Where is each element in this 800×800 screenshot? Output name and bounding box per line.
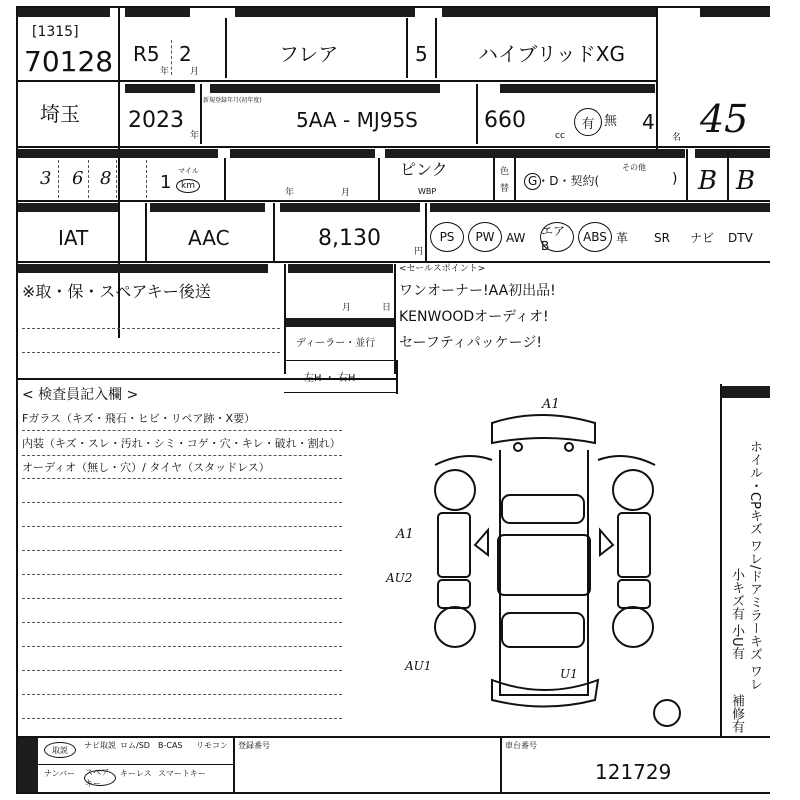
col-line (425, 203, 427, 261)
doors: 5 (415, 42, 428, 66)
damage-mark-au1: AU1 (405, 659, 432, 673)
equipment-9: DTV (728, 231, 753, 245)
col-line (394, 264, 396, 374)
chassis-label: 車台番号 (505, 741, 537, 750)
region: 埼玉 (40, 102, 80, 126)
left-border (16, 6, 18, 794)
header-bar (125, 8, 190, 17)
sales-point-3: セーフティパッケージ! (399, 335, 542, 351)
chassis-number: 121729 (595, 760, 672, 784)
seats: 4 (642, 110, 655, 134)
year-unit-3: 年 (285, 188, 295, 198)
iro-label: 色 (500, 167, 510, 177)
month-unit-3: 月 (341, 188, 351, 198)
col-line (224, 158, 226, 200)
header-bar (210, 84, 440, 93)
cc-unit: cc (555, 131, 565, 141)
inspector-line-1: Fガラス（キズ・飛石・ヒビ・リペア跡・X要） (22, 412, 256, 425)
footer-equipment-item: スペアキー (84, 770, 116, 786)
col-line (200, 84, 202, 144)
car-diagram (380, 395, 710, 735)
year-unit-2: 年 (190, 131, 200, 141)
inspector-line (22, 478, 342, 479)
reg-month: 2 (179, 42, 192, 66)
inspection-score: 45 (700, 97, 749, 141)
row-line (18, 80, 656, 82)
col-line (396, 360, 398, 394)
other-label: その他 (622, 163, 646, 172)
month-label: 月 (342, 303, 352, 313)
damage-mark-a1-top: A1 (542, 397, 560, 412)
inspector-line (22, 455, 342, 456)
price-unit: 円 (414, 247, 424, 257)
damage-mark-a1-left: A1 (396, 527, 414, 542)
inspector-title: < 検査員記入欄 > (22, 387, 139, 403)
inspector-line (22, 646, 342, 647)
km-label: km (176, 179, 200, 193)
month-unit: 月 (190, 67, 200, 77)
header-bar (18, 8, 110, 17)
inspector-line (22, 598, 342, 599)
footer-equipment-item: リモコン (196, 741, 228, 750)
inspector-line-3: オーディオ（無し・穴）/ タイヤ（スタッドレス） (22, 461, 270, 474)
row-line (284, 392, 398, 393)
col-line (145, 203, 147, 261)
footer-equipment-item: ナンバー (44, 769, 76, 778)
col-line (225, 18, 227, 78)
bottom-border (16, 792, 770, 794)
lot-number: 70128 (24, 45, 114, 78)
equipment-5: ABS (578, 222, 612, 252)
inspector-line (22, 622, 342, 623)
footer-equipment-item: ナビ取説 (84, 741, 116, 750)
mileage-digit: 6 (72, 168, 84, 189)
vertical-note-3: 補修有 (728, 694, 744, 733)
grade: ハイブリッドXG (478, 42, 625, 66)
mile-label: マイル (178, 167, 199, 175)
inspector-line (22, 718, 342, 719)
col-line (378, 158, 380, 200)
equipment-7: SR (654, 231, 670, 245)
row-line (18, 764, 233, 765)
inspector-line (22, 430, 342, 431)
inspector-line (22, 574, 342, 575)
displacement: 660 (484, 108, 526, 133)
equipment-2: PW (468, 222, 502, 252)
col-line (406, 18, 408, 78)
dealer: ディーラー・並行 (296, 338, 376, 349)
header-bar (280, 203, 420, 212)
header-bar (150, 203, 265, 212)
era-year: R5 (133, 42, 160, 66)
gae-label: 替 (500, 184, 510, 194)
row-line (18, 200, 770, 202)
damage-mark-au2: AU2 (386, 571, 413, 585)
mileage-separator (116, 160, 117, 198)
sales-point-2: KENWOODオーディオ! (399, 309, 549, 325)
col-line (656, 8, 658, 150)
col-line (233, 736, 235, 794)
header-bar (288, 264, 393, 273)
inspector-line (22, 502, 342, 503)
note-line (22, 352, 280, 353)
equipment-6: 革 (616, 231, 629, 245)
model-code: 5AA - MJ95S (296, 108, 418, 132)
vertical-note-1: ホイル・CPキズ ワレ/ドアミラーキズ ワレ (746, 440, 762, 691)
color-change-options: G・D・契約( (528, 174, 600, 188)
sales-point-1: ワンオーナー!AA初出品! (399, 283, 556, 299)
header-bar (230, 149, 375, 158)
inspector-line (22, 526, 342, 527)
mileage-separator (58, 160, 59, 198)
color: ピンク (400, 160, 448, 179)
sales-points-label: <セールスポイント> (399, 264, 486, 274)
header-bar (695, 149, 770, 158)
footer-equipment-item: B-CAS (158, 741, 183, 750)
inspector-line-2: 内装（キズ・スレ・汚れ・シミ・コゲ・穴・キレ・破れ・割れ） (22, 437, 341, 450)
col-line (476, 84, 478, 144)
row-line (18, 736, 770, 738)
inspector-line (22, 670, 342, 671)
reg-note: 新規登録年月(初年度) (203, 97, 262, 104)
col-line (500, 736, 502, 794)
none-mark: 無 (604, 114, 618, 129)
price: 8,130 (318, 226, 381, 251)
header-bar (722, 386, 770, 398)
header-bar (286, 318, 394, 327)
header-bar (385, 149, 685, 158)
header-bar (18, 203, 118, 212)
header-bar (700, 8, 770, 17)
mileage-separator (146, 160, 147, 198)
col-line (727, 149, 729, 200)
footer-equipment-item: ロム/SD (120, 741, 150, 750)
col-line (273, 203, 275, 261)
row-line (18, 261, 770, 263)
inspector-line (22, 694, 342, 695)
color-code: WBP (418, 187, 437, 196)
seats-unit: 名 (672, 133, 682, 143)
inspector-line (22, 550, 342, 551)
mileage-digit: 1 (160, 172, 172, 193)
aircon: AAC (188, 226, 230, 250)
header-bar (430, 203, 770, 212)
note-line (22, 328, 280, 329)
exterior-grade: B (736, 166, 756, 196)
equipment-8: ナビ (690, 231, 715, 245)
row-line (18, 146, 770, 148)
close-paren: ) (672, 171, 678, 187)
era-divider (171, 40, 172, 75)
vertical-note-2: 小キズ有 小U有 (728, 568, 744, 660)
first-reg-year: 2023 (128, 108, 184, 133)
interior-grade: B (698, 166, 718, 196)
header-bar (500, 84, 655, 93)
reg-number-label: 登録番号 (238, 741, 270, 750)
header-bar (235, 8, 415, 17)
footer-equipment-item: 取説 (44, 742, 76, 758)
main-note: ※取・保・スペアキー後送 (22, 282, 211, 301)
row-line (286, 360, 394, 361)
col-line (514, 158, 516, 200)
col-line (686, 149, 688, 200)
equipment-4: エアB (540, 222, 574, 252)
footer-equipment-item: スマートキー (158, 769, 206, 778)
equipment-1: PS (430, 222, 464, 252)
footer-equipment-item: キーレス (120, 769, 152, 778)
has-mark: 有 (574, 108, 602, 136)
header-bar (18, 149, 218, 158)
lot-bracket: [1315] (32, 24, 79, 40)
header-bar (18, 264, 268, 273)
mileage-digit: 3 (40, 168, 52, 189)
col-line (493, 158, 495, 200)
col-line (435, 18, 437, 78)
row-line (18, 378, 398, 380)
day-label: 日 (382, 303, 392, 313)
model-name: フレア (279, 42, 339, 66)
col-line (720, 384, 722, 736)
header-bar (125, 84, 195, 93)
damage-mark-u1: U1 (560, 667, 578, 681)
transmission: IAT (58, 226, 89, 250)
mileage-digit: 8 (100, 168, 112, 189)
header-bar (18, 738, 38, 792)
year-unit: 年 (160, 67, 170, 77)
header-bar (442, 8, 657, 17)
equipment-3: AW (506, 231, 526, 245)
mileage-separator (88, 160, 89, 198)
